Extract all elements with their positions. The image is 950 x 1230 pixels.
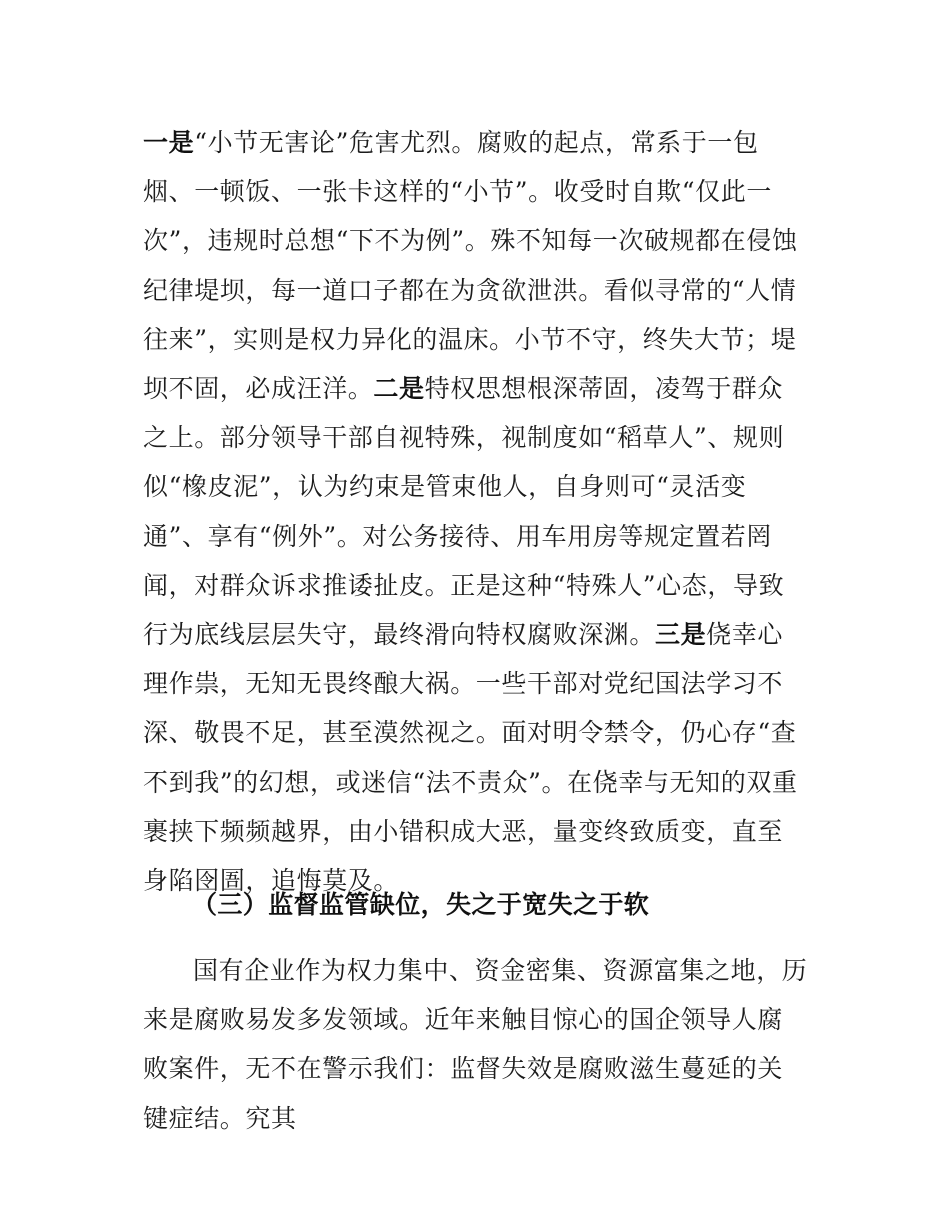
body-paragraph-2: 国有企业作为权力集中、资金密集、资源富集之地，历来是腐败易发多发领域。近年来触目惊心的国企领导人腐败案件，无不在警示我们：监督失效是腐败滋生蔓延的关键症结。究其 (143, 956, 808, 1133)
point-one-text: “小节无害论”危害尤烈。腐败的起点，常系于一包烟、一顿饭、一张卡这样的“小节”。收受时自欺“仅此一次”，违规时总想“下不为例”。殊不知每一次破规都在侵蚀纪律堤坝，每一道口子都在为贪欲泄洪。看似寻常的“人情往来”，实则是权力异化的温床。小节不守，终失大节；堤坝不固，必成汪洋。 (143, 128, 798, 404)
point-three-lead: 三是 (655, 620, 707, 650)
section-heading: （三）监督监管缺位，失之于宽失之于软 (192, 890, 650, 919)
point-two-lead: 二是 (373, 374, 425, 404)
point-one-lead: 一是 (143, 128, 195, 157)
point-two-text: 特权思想根深蒂固，凌驾于群众之上。部分领导干部自视特殊，视制度如“稻草人”、规则似“橡皮泥”，认为约束是管束他人，自身则可“灵活变通”、享有“例外”。对公务接待、用车用房等规定置若罔闻，对群众诉求推诿扯皮。正是这种“特殊人”心态，导致行为底线层层失守，最终滑向特权腐败深渊。 (143, 374, 785, 650)
body-paragraph (143, 118, 808, 905)
point-three-text: 侥幸心理作祟，无知无畏终酿大祸。一些干部对党纪国法学习不深、敬畏不足，甚至漠然视之。面对明令禁令，仍心存“查不到我”的幻想，或迷信“法不责众”。在侥幸与无知的双重裹挟下频频越界，由小错积成大恶，量变终致质变，直至身陷囹圄，追悔莫及。 (143, 620, 798, 896)
